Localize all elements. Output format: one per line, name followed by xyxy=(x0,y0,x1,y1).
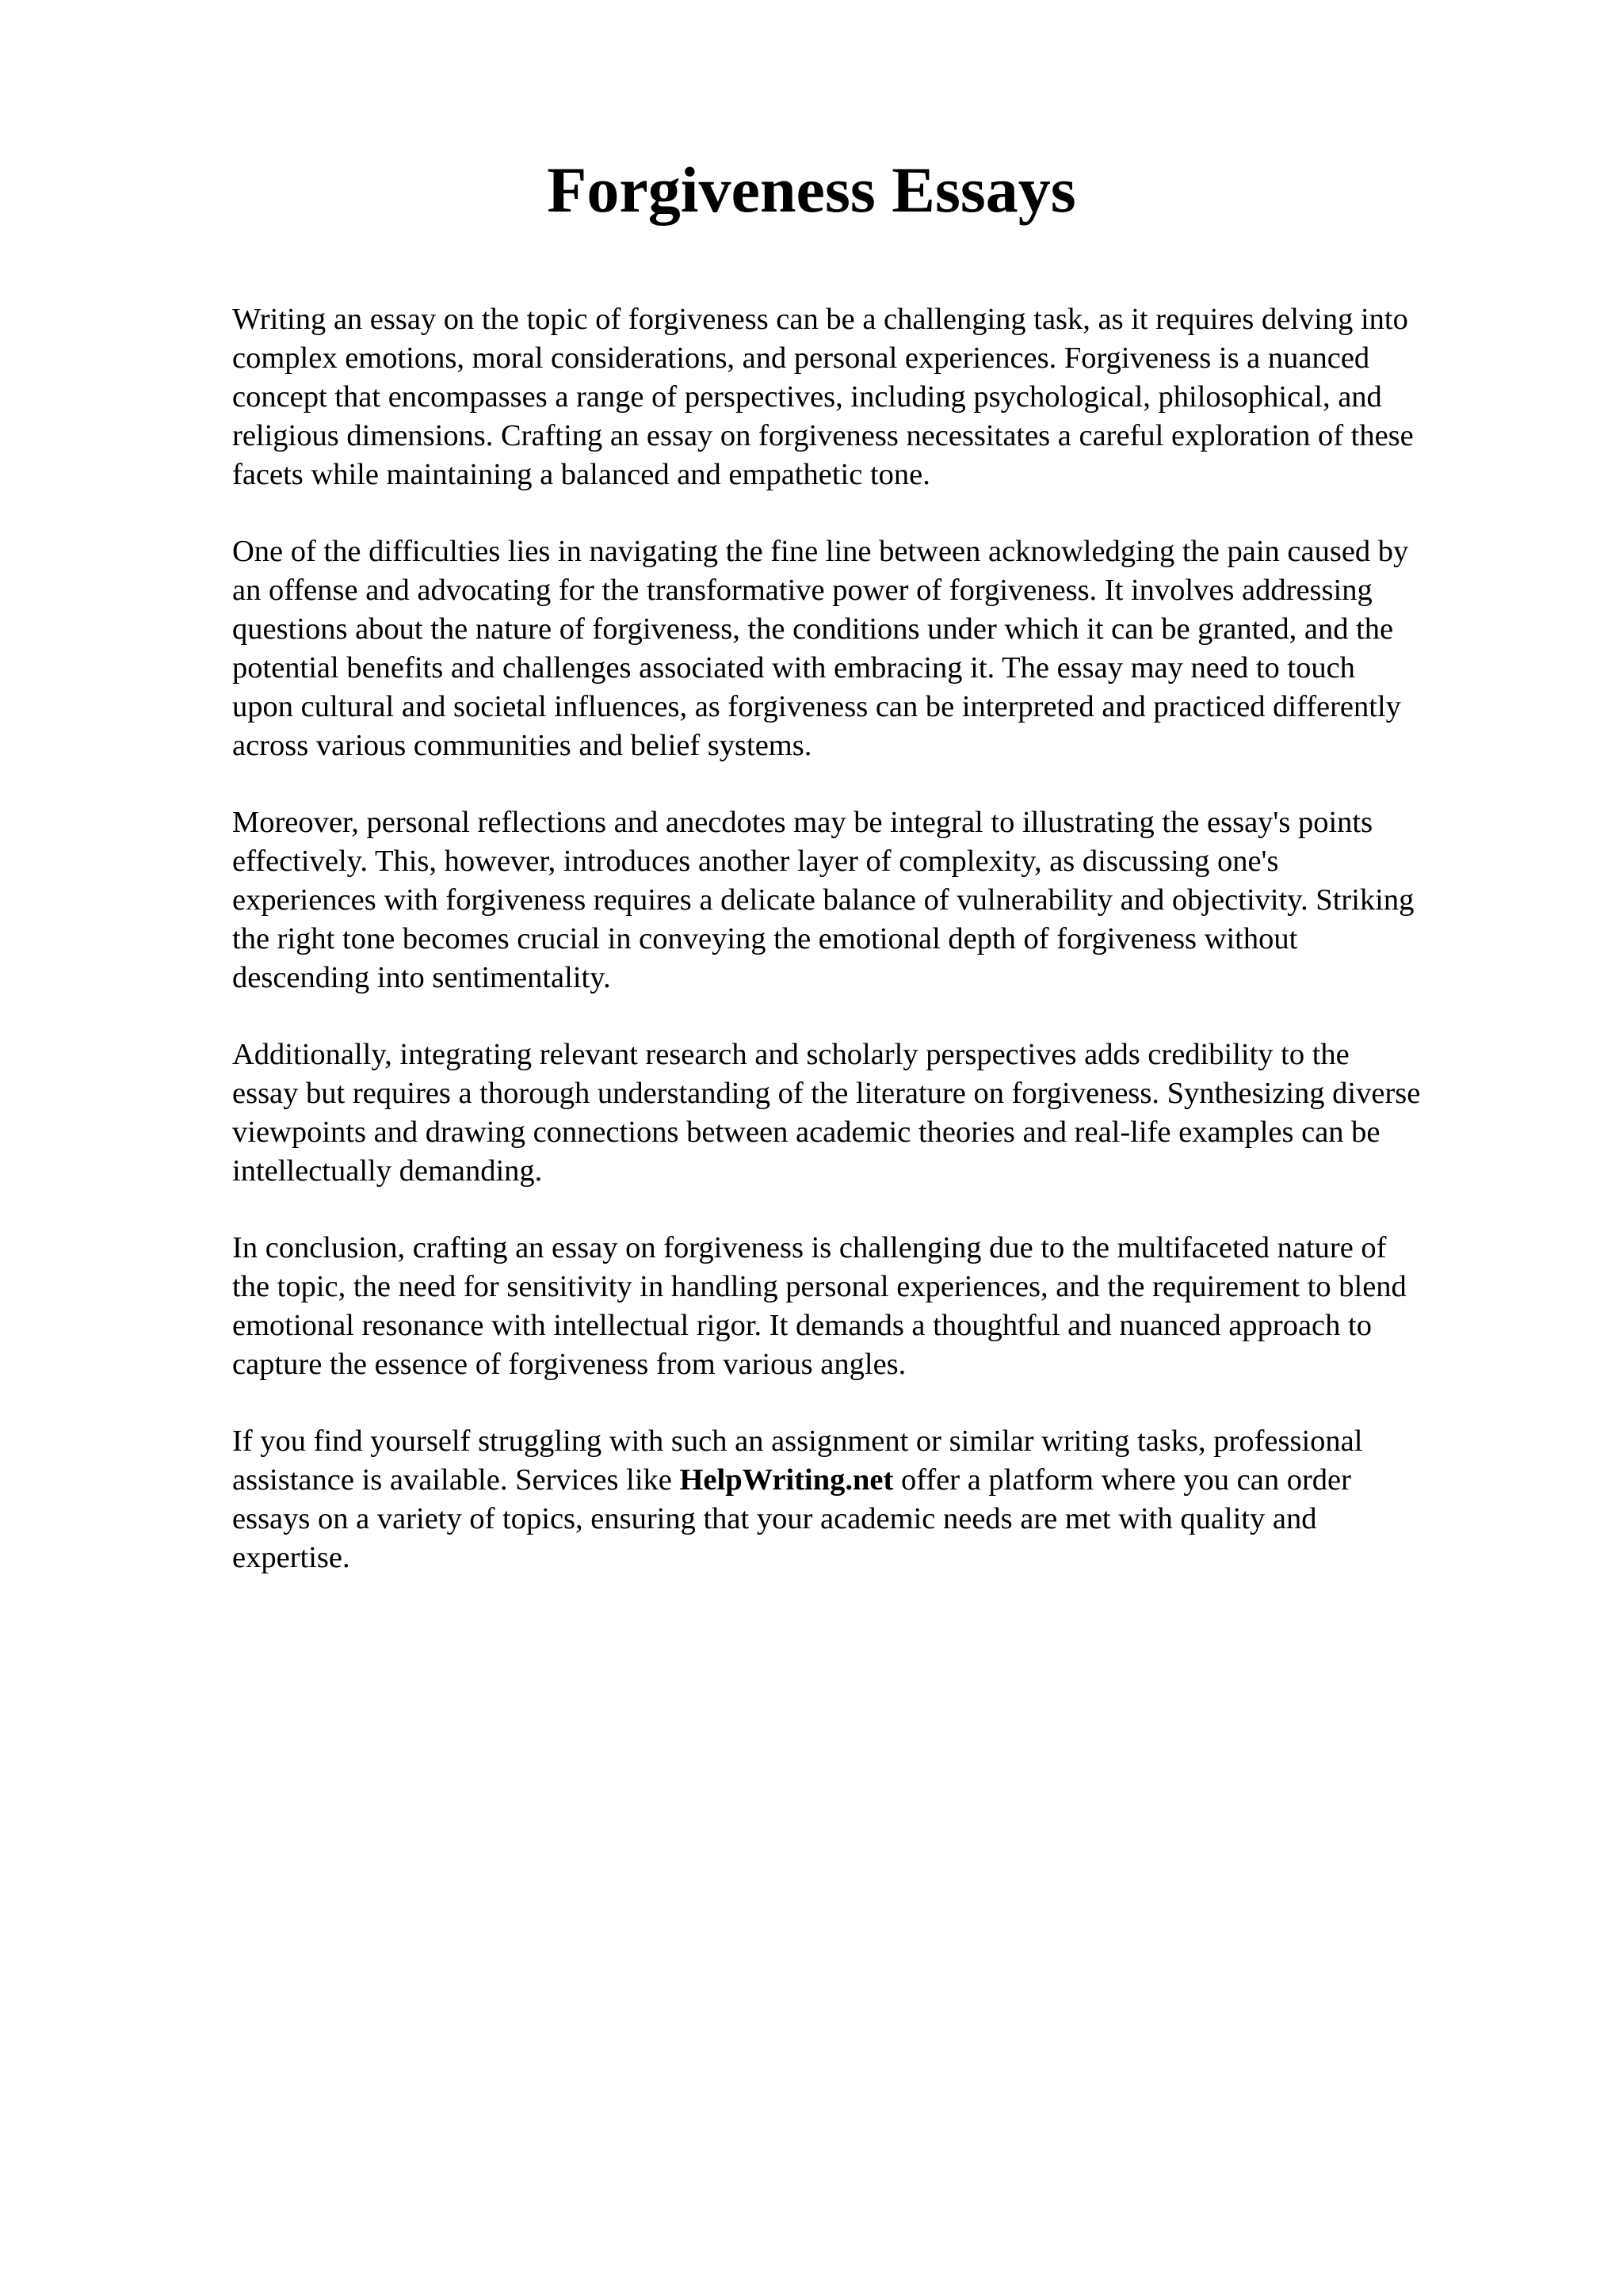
document-title: Forgiveness Essays xyxy=(547,154,1076,226)
paragraph-intro xyxy=(232,300,1532,494)
text-line: potential benefits and challenges associated with embracing it. The essay may need to touch xyxy=(232,651,1355,685)
text-line: religious dimensions. Crafting an essay on forgiveness necessitates a careful exploration of these xyxy=(232,419,1414,452)
text-line: complex emotions, moral considerations, and personal experiences. Forgiveness is a nuanced xyxy=(232,341,1370,375)
helpwriting-link[interactable]: HelpWriting.net xyxy=(679,1463,894,1497)
text-line: questions about the nature of forgiveness, the conditions under which it can be granted, and the xyxy=(232,612,1394,646)
text-line: across various communities and belief systems. xyxy=(232,729,812,762)
text-line: descending into sentimentality. xyxy=(232,961,611,994)
closing-text-before-link: assistance is available. Services like xyxy=(232,1463,672,1497)
text-line: essays on a variety of topics, ensuring that your academic needs are met with quality and xyxy=(232,1502,1317,1535)
text-line: Additionally, integrating relevant research and scholarly perspectives adds credibility to the xyxy=(232,1038,1350,1071)
document-body xyxy=(232,300,1532,1615)
text-line: the right tone becomes crucial in conveying the emotional depth of forgiveness without xyxy=(232,922,1298,955)
text-line: effectively. This, however, introduces another layer of complexity, as discussing one's xyxy=(232,845,1279,878)
text-line: experiences with forgiveness requires a delicate balance of vulnerability and objectivity. Striking xyxy=(232,883,1415,917)
paragraph-difficulties xyxy=(232,532,1532,765)
closing-text-after-link: offer a platform where you can order xyxy=(900,1463,1351,1497)
text-line: concept that encompasses a range of perspectives, including psychological, philosophical, and xyxy=(232,380,1382,414)
paragraph-research xyxy=(232,1035,1532,1191)
paragraph-conclusion xyxy=(232,1229,1532,1384)
text-line: Moreover, personal reflections and anecdotes may be integral to illustrating the essay's points xyxy=(232,806,1373,839)
text-line: If you find yourself struggling with such an assignment or similar writing tasks, professional xyxy=(232,1425,1363,1458)
text-line: viewpoints and drawing connections between academic theories and real-life examples can be xyxy=(232,1116,1381,1149)
text-line: emotional resonance with intellectual rigor. It demands a thoughtful and nuanced approach to xyxy=(232,1309,1372,1342)
text-line: intellectually demanding. xyxy=(232,1154,543,1188)
text-line: facets while maintaining a balanced and empathetic tone. xyxy=(232,458,930,491)
text-line: an offense and advocating for the transformative power of forgiveness. It involves addressing xyxy=(232,574,1373,607)
text-line: expertise. xyxy=(232,1541,350,1574)
text-line xyxy=(232,1461,1532,1500)
text-line: upon cultural and societal influences, as forgiveness can be interpreted and practiced differently xyxy=(232,690,1401,723)
text-line: essay but requires a thorough understanding of the literature on forgiveness. Synthesizing diverse xyxy=(232,1077,1421,1110)
text-line: capture the essence of forgiveness from various angles. xyxy=(232,1348,907,1381)
paragraph-closing xyxy=(232,1422,1532,1577)
text-line: One of the difficulties lies in navigating the fine line between acknowledging the pain caused by xyxy=(232,535,1409,568)
text-line: In conclusion, crafting an essay on forgiveness is challenging due to the multifaceted nature of xyxy=(232,1231,1387,1264)
text-line: Writing an essay on the topic of forgiveness can be a challenging task, as it requires delving into xyxy=(232,303,1408,336)
paragraph-reflections xyxy=(232,803,1532,997)
text-line: the topic, the need for sensitivity in handling personal experiences, and the requirement to blend xyxy=(232,1270,1407,1303)
